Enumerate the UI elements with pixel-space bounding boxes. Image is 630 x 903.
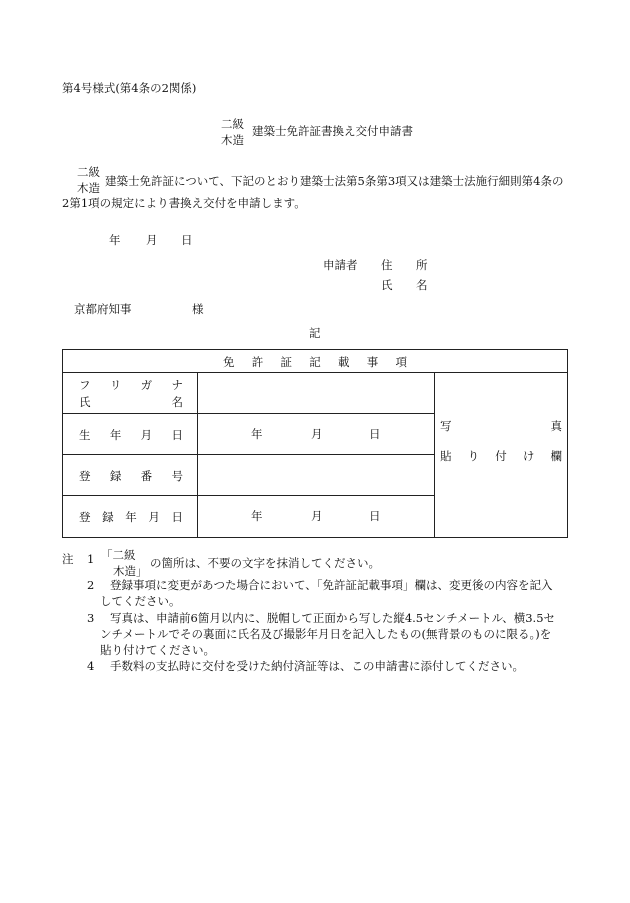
photo-char: 写 [440, 419, 452, 433]
table-header-char: 事 [366, 355, 379, 369]
intro-grade-bottom: 木造 [77, 180, 100, 195]
furigana-char: ガ [140, 378, 153, 392]
birth-date-label [79, 427, 183, 443]
date-day-label: 日 [181, 233, 193, 247]
table-header-char: 許 [251, 355, 264, 369]
table-header-char: 免 [223, 355, 235, 369]
photo-char: け [522, 449, 535, 463]
registration-date-label [79, 509, 183, 525]
applicant-label: 申請者 [323, 258, 358, 272]
note-3-line-1: 写真は、申請前6箇月以内に、脱帽して正面から写した縦4.5センチメートル、横3.5セ [110, 611, 556, 625]
birth-char: 年 [109, 428, 122, 442]
birth-day-unit: 日 [369, 427, 381, 441]
title-grade-stack [221, 117, 244, 148]
title-grade-bottom: 木造 [221, 132, 244, 147]
date-month-label: 月 [146, 233, 158, 247]
table-rule-photo-column [434, 372, 435, 537]
note-2-number: 2 [87, 578, 95, 592]
reg-date-char: 登 [79, 510, 91, 524]
reg-number-char: 登 [79, 469, 91, 483]
photo-label-line-2 [440, 448, 562, 464]
table-rule-label-column [197, 372, 198, 537]
reg-number-char: 番 [140, 469, 153, 483]
note-1-bracket-stack [101, 548, 148, 579]
birth-char: 日 [171, 428, 183, 442]
photo-char: 付 [495, 449, 507, 463]
table-header [223, 354, 407, 370]
note-3-number: 3 [87, 611, 95, 625]
addressee-governor: 京都府知事 [74, 302, 132, 316]
title-grade-top: 二級 [221, 117, 244, 131]
record-heading: 記 [309, 326, 321, 340]
table-rule-row1 [63, 413, 434, 414]
note-1-text: の箇所は、不要の文字を抹消してください。 [150, 556, 380, 570]
note-4-number: 4 [87, 659, 95, 673]
license-record-table [62, 349, 568, 538]
note-3-line-3: 貼り付けてください。 [100, 643, 215, 657]
table-header-char: 記 [309, 355, 321, 369]
applicant-address-char-2: 所 [416, 258, 428, 272]
table-header-char: 項 [395, 355, 407, 369]
furigana-char: フ [79, 378, 91, 392]
addressee-honorific: 様 [192, 302, 204, 316]
furigana-char: リ [109, 378, 122, 392]
intro-line-2: 2第1項の規定により書換え交付を申請します。 [62, 196, 306, 210]
note-1-number: 1 [87, 552, 95, 566]
photo-label-line-1 [440, 418, 562, 434]
name-char: 氏 [79, 395, 91, 409]
note-1-open: 「二級 [101, 548, 136, 562]
note-4-text: 手数料の支払時に交付を受けた納付済証等は、この申請書に添付してください。 [110, 659, 524, 673]
table-rule-header [63, 372, 567, 373]
date-year-label: 年 [109, 233, 121, 247]
intro-grade-top: 二級 [77, 165, 100, 179]
intro-grade-stack [74, 165, 100, 196]
page-title: 建築士免許証書換え交付申請書 [252, 124, 413, 138]
reg-date-char: 日 [171, 510, 183, 524]
applicant-name-char-1: 氏 [381, 278, 393, 292]
table-header-char: 証 [280, 355, 292, 369]
note-2-line-2: してください。 [100, 594, 181, 608]
table-header-char: 載 [338, 355, 350, 369]
reg-date-char: 月 [148, 510, 160, 524]
registration-number-label [79, 468, 183, 484]
note-2-line-1: 登録事項に変更があつた場合において、「免許証記載事項」欄は、変更後の内容を記入 [110, 578, 553, 592]
furigana-char: ナ [171, 378, 183, 392]
photo-char: 欄 [550, 449, 562, 463]
photo-char: 貼 [440, 449, 452, 463]
birth-char: 月 [140, 428, 153, 442]
note-3-line-2: ンチメートルでその裏面に氏名及び撮影年月日を記入したもの(無背景のものに限る。)を [100, 627, 552, 641]
table-rule-row3 [63, 495, 434, 496]
table-rule-row2 [63, 454, 434, 455]
reg-date-char: 録 [102, 510, 114, 524]
applicant-name-char-2: 名 [416, 278, 428, 292]
furigana-label [79, 377, 183, 393]
notes-label: 注 [62, 552, 74, 566]
reg-number-char: 録 [109, 469, 122, 483]
birth-year-unit: 年 [251, 427, 263, 441]
note-1-close: 木造」 [113, 563, 148, 578]
reg-date-char: 年 [125, 510, 137, 524]
photo-char: 真 [550, 419, 562, 433]
registration-month-unit: 月 [311, 509, 323, 523]
form-number: 第4号様式(第4条の2関係) [62, 81, 197, 95]
photo-char: り [467, 449, 480, 463]
registration-year-unit: 年 [251, 509, 263, 523]
registration-day-unit: 日 [369, 509, 381, 523]
intro-line-1: 建築士免許証について、下記のとおり建築士法第5条第3項又は建築士法施行細則第4条の [105, 174, 564, 188]
applicant-address-char-1: 住 [381, 258, 393, 272]
birth-char: 生 [79, 428, 91, 442]
birth-month-unit: 月 [311, 427, 323, 441]
reg-number-char: 号 [171, 469, 183, 483]
name-char: 名 [171, 395, 183, 409]
name-label [79, 394, 183, 410]
